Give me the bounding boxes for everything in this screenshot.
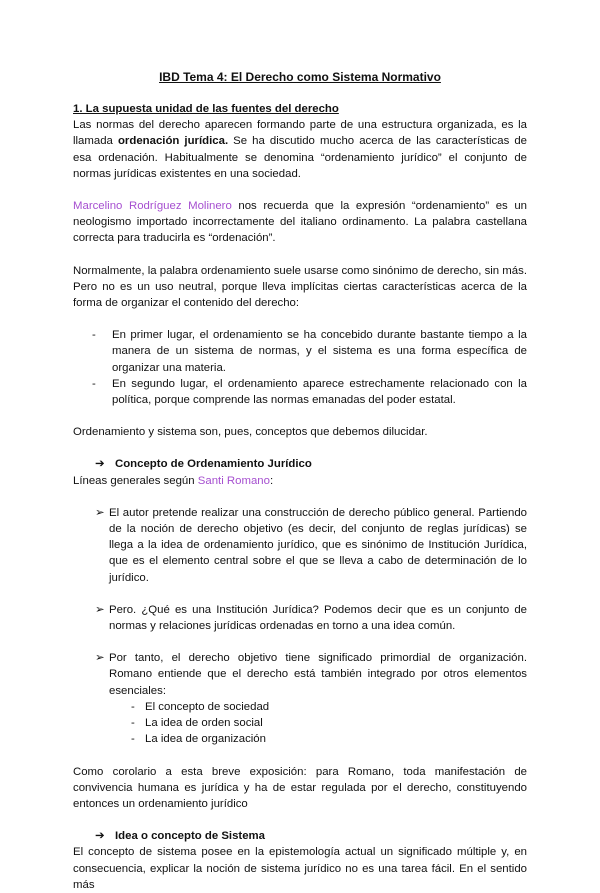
section-heading-ordenamiento: ➔ Concepto de Ordenamiento Jurídico [95, 456, 527, 472]
list-item: ➢ El autor pretende realizar una construcción de derecho público general. Partiendo de la noción de derecho objetivo (es decir, del conjunto de reglas jurídicas) se llega a la idea de ordenamiento jurídico, que es sinónimo de Institución Jurídica, que es el elemento central sobre el que se lleva a cabo de determinación de lo jurídico. [95, 506, 527, 584]
sub-list-item: - La idea de orden social [131, 715, 527, 731]
paragraph-sistema: El concepto de sistema posee en la epistemología actual un significado múltiple y, en consecuencia, explicar la noción de sistema jurídico no es una tarea fácil. En el sentido más [73, 846, 527, 891]
arrow-right-icon: ➔ [95, 458, 105, 471]
triangle-bullet-icon: ➢ [95, 506, 105, 519]
paragraph-corolario: Como corolario a esta breve exposición: para Romano, toda manifestación de convivencia humana es jurídica y ha de estar regulada por el derecho, constituyendo entonces un ordenamiento jurídico [73, 765, 527, 810]
bold-term: ordenación jurídica. [117, 135, 229, 148]
list-item: ➢ Por tanto, el derecho objetivo tiene significado primordial de organización. Romano entiende que el derecho está también integrado por otros elementos esenciales: - El concepto de sociedad - La idea de orden social - La idea de organización [95, 650, 527, 747]
paragraph-conclusion: Ordenamiento y sistema son, pues, conceptos que debemos dilucidar. [73, 426, 428, 439]
list-item: - En segundo lugar, el ordenamiento aparece estrechamente relacionado con la política, porque comprende las normas emanadas del poder estatal. [92, 376, 527, 408]
sub-list-item: - El concepto de sociedad [131, 699, 527, 715]
paragraph-neologismo: Marcelino Rodríguez Molinero nos recuerda que la expresión “ordenamiento” es un neologismo importado incorrectamente del italiano ordinamento. La palabra castellana correcta para traducirla es “ordenación”. [73, 200, 528, 245]
list-item: - En primer lugar, el ordenamiento se ha concebido durante bastante tiempo a la manera de un sistema de normas, y el sistema es una forma específica de organizar una materia. [92, 327, 527, 376]
section-heading-sistema: ➔ Idea o concepto de Sistema [95, 828, 527, 844]
section-heading-1: 1. La supuesta unidad de las fuentes del derecho [73, 103, 339, 115]
bullet-list [92, 327, 527, 408]
author-link-romano[interactable]: Santi Romano [197, 474, 270, 487]
paragraph-sinonimo: Normalmente, la palabra ordenamiento suele usarse como sinónimo de derecho, sin más. Pero no es un uso neutral, porque lleva implícitas ciertas características acerca de la forma de organizar el contenido del derecho: [73, 264, 527, 310]
paragraph-ordenacion: Las normas del derecho aparecen formando parte de una estructura organizada, es la llamada ordenación jurídica. Se ha discutido mucho acerca de las características de esa ordenación. Habitualmente se denomina “ordenamiento jurídico” el conjunto de normas jurídicas existentes en una sociedad. [73, 119, 527, 180]
arrow-right-icon: ➔ [95, 830, 105, 843]
paragraph-lineas: Líneas generales según Santi Romano: [73, 474, 274, 487]
triangle-bullet-icon: ➢ [95, 603, 105, 616]
page-title: IBD Tema 4: El Derecho como Sistema Normativo [159, 70, 441, 84]
author-link-molinero[interactable]: Marcelino Rodríguez Molinero [73, 200, 232, 213]
arrow-bullet-list [95, 505, 527, 586]
sub-list [131, 699, 527, 748]
list-item: ➢ Pero. ¿Qué es una Institución Jurídica? Podemos decir que es un conjunto de normas y relaciones jurídicas ordenadas en torno a una idea común. [95, 603, 527, 633]
sub-list-item: - La idea de organización [131, 731, 527, 747]
triangle-bullet-icon: ➢ [95, 652, 105, 665]
